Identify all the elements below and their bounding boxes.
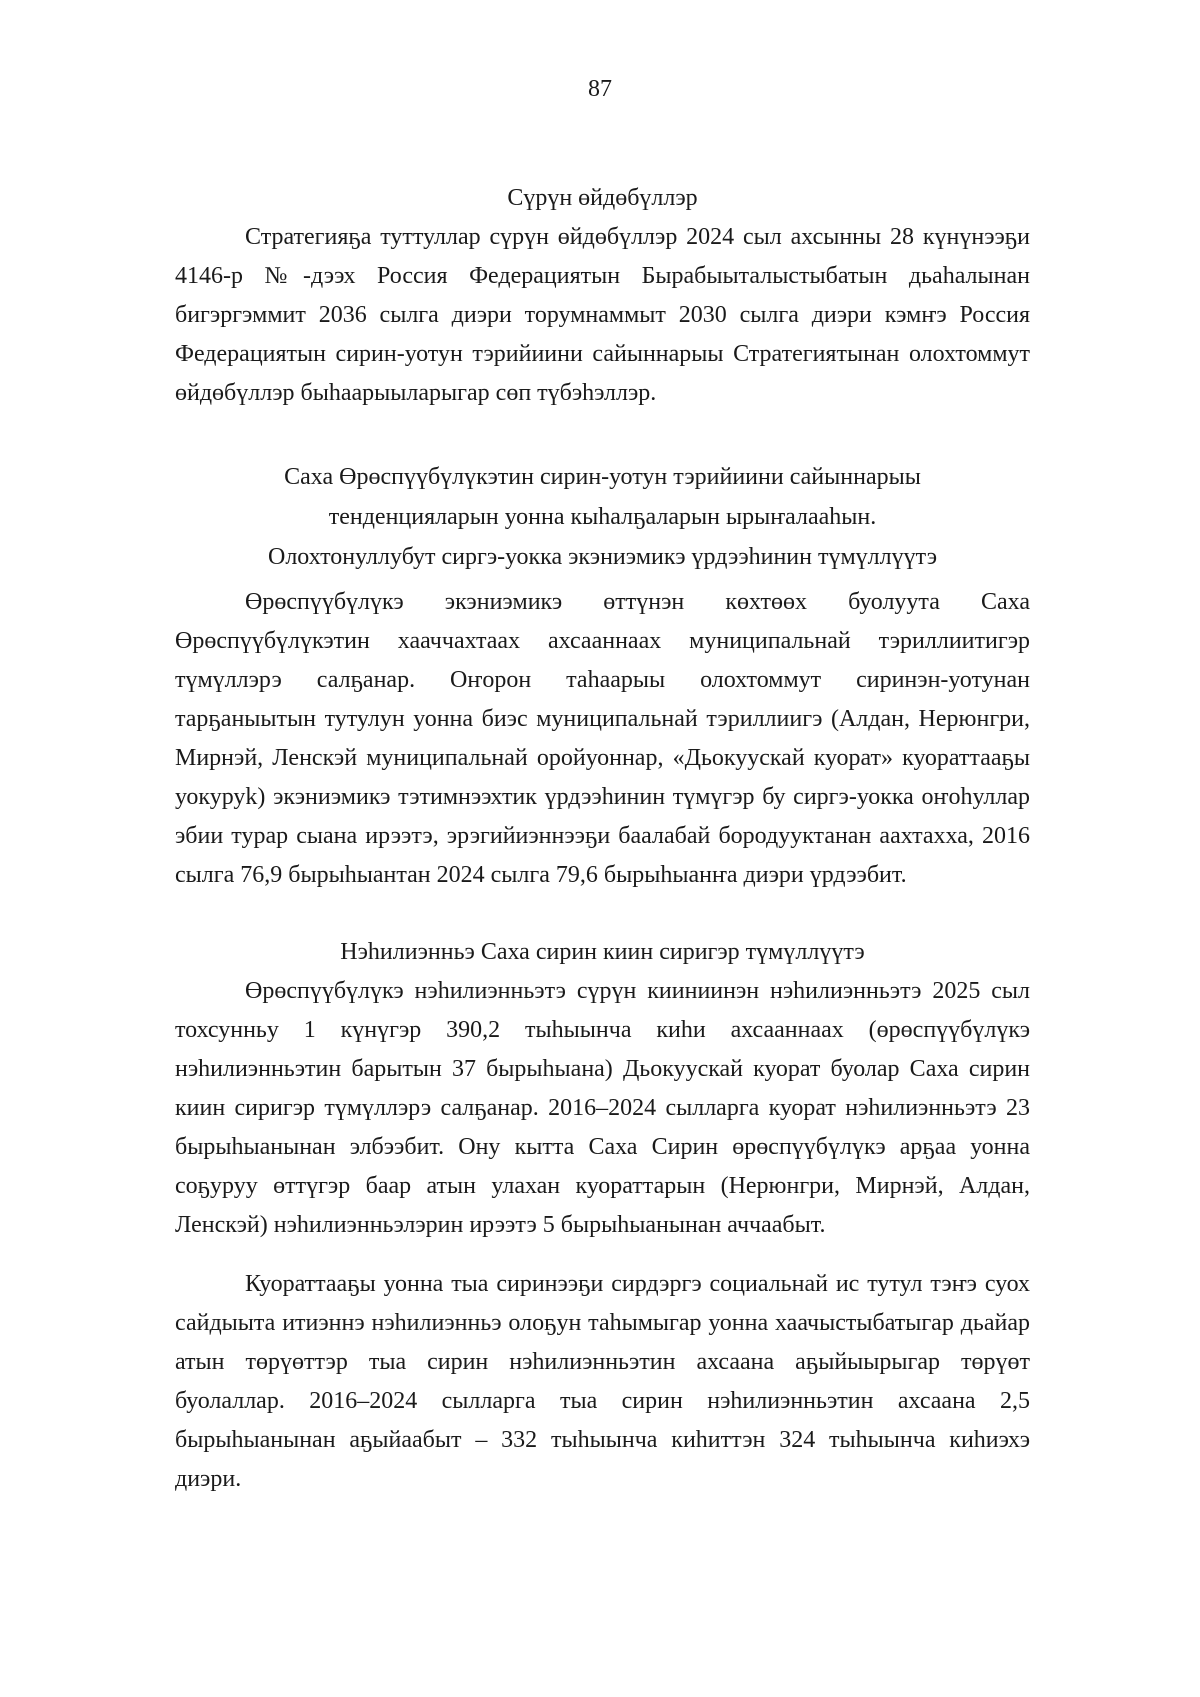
section-heading-line-1: Саха Өрөспүүбүлүкэтин сирин-уотун тэрийиини сайыннарыы: [284, 464, 921, 490]
spacer: [175, 1245, 1030, 1265]
paragraph-economic-concentration: Өрөспүүбүлүкэ экэниэмикэ өттүнэн көхтөөх буолуута Саха Өрөспүүбүлүкэтин хааччахтаах ахсааннаах муниципальнай тэриллиитигэр түмүллэрэ салҕанар. Оҥорон таһаарыы олохтоммут сиринэн-уотунан тарҕаныытын тутулун уонна биэс муниципальнай тэриллиигэ (Алдан, Нерюнгри, Мирнэй, Ленскэй муниципальнай оройуоннар, «Дьокуускай куорат» куораттааҕы уокуруk) экэниэмикэ тэтимнээхтик үрдээһинин түмүгэр бу сиргэ-уокка оҥоһуллар эбии турар сыана ирээтэ, эрэгийиэннээҕи баалабай бородууктанан аахтахха, 2016 сылга 76,9 бырыһыантан 2024 сылга 79,6 бырыһыанҥа диэри үрдээбит.: [175, 589, 1030, 888]
paragraph-population-2: Куораттааҕы уонна тыа сиринээҕи сирдэргэ социальнай ис тутул тэҥэ суох сайдыыта итиэннэ нэһилиэнньэ олоҕун таһымыгар уонна хаачыстыбатыгар дьайар атын төрүөттэр тыа сирин нэһилиэнньэтин ахсаана аҕыйыырыгар төрүөт буолаллар. 2016–2024 сылларга тыа сирин нэһилиэнньэтин ахсаана 2,5 бырыһыанынан аҕыйаабыт – 332 тыһыынча киһиттэн 324 тыһыынча киһиэхэ диэри.: [175, 1271, 1030, 1492]
spacer: [175, 895, 1030, 932]
paragraph-key-concepts: Стратегияҕа туттуллар сүрүн өйдөбүллэр 2024 сыл ахсынны 28 күнүнээҕи 4146-р №-дээх Россия Федерациятын Бырабыыталыстыбатын дьаһалынан бигэргэммит 2036 сылга диэри торумнаммыт 2030 сылга диэри кэмҥэ Россия Федерациятын сирин-уотун тэрийиини сайыннарыы Стратегиятынан олохтоммут өйдөбүллэр быһаарыыларыгар сөп түбэһэллэр.: [175, 224, 1030, 406]
page-number: 87: [588, 76, 612, 102]
section-heading-population: Нэһилиэнньэ Саха сирин киин сиригэр түмүллүүтэ: [340, 939, 865, 965]
spacer: [175, 413, 1030, 457]
paragraph-population-1: Өрөспүүбүлүкэ нэһилиэнньэтэ сүрүн кииниинэн нэһилиэнньэтэ 2025 сыл тохсунньу 1 күнүгэр 390,2 тыһыынча киһи ахсааннаах (өрөспүүбүлүкэ нэһилиэнньэтин барытын 37 бырыһыана) Дьокуускай куорат буолар Саха сирин киин сиригэр түмүллэрэ салҕанар. 2016–2024 сылларга куорат нэһилиэнньэтэ 23 бырыһыанынан элбээбит. Ону кытта Саха Сирин өрөспүүбүлүкэ арҕаа уонна соҕуруу өттүгэр баар атын улахан куораттарын (Нерюнгри, Мирнэй, Алдан, Ленскэй) нэһилиэнньэлэрин ирээтэ 5 бырыһыанынан аччаабыт.: [175, 978, 1030, 1238]
document-body: [175, 178, 1030, 1499]
section-heading-line-2: тенденцияларын уонна кыһалҕаларын ырыҥалааһын.: [328, 504, 877, 530]
section-heading-line-3: Олохтонуллубут сиргэ-уокка экэниэмикэ үрдээһинин түмүллүүтэ: [267, 544, 938, 570]
section-heading-key-concepts: Сүрүн өйдөбүллэр: [507, 185, 698, 211]
